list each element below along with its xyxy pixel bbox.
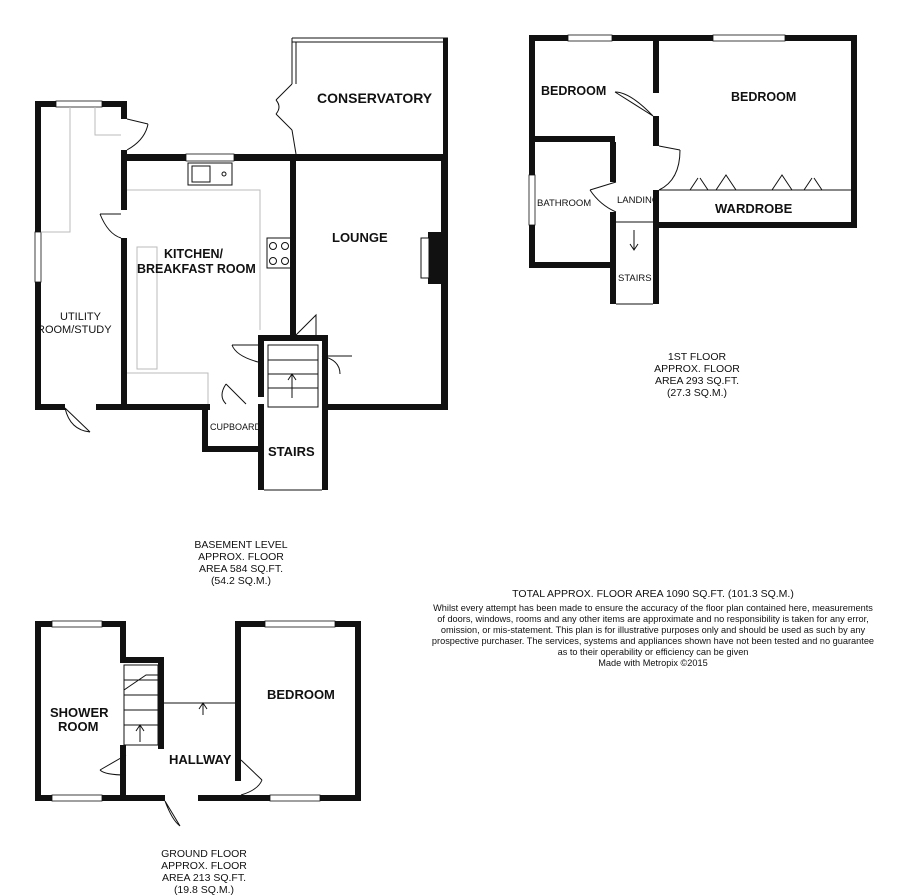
first-floor-area-line: AREA 293 SQ.FT.	[654, 375, 740, 387]
disclaimer-line: of doors, windows, rooms and any other items are approximate and no responsibility is taken for any error,	[437, 614, 869, 624]
first-floor-bedroom-large-label: BEDROOM	[731, 90, 797, 104]
hallway-label: HALLWAY	[169, 752, 232, 767]
wardrobe-label: WARDROBE	[715, 201, 793, 216]
disclaimer-line: prospective purchaser. The services, systems and appliances shown have not been tested and no guarantee	[431, 636, 875, 646]
ground-floor-area-line: AREA 213 SQ.FT.	[161, 872, 247, 884]
first-floor-area-line: 1ST FLOOR	[667, 351, 727, 363]
kitchen-label-line2: BREAKFAST ROOM	[137, 262, 256, 276]
disclaimer-line: as to their operability or efficiency can be given	[557, 647, 749, 657]
basement-stairs-label: STAIRS	[268, 444, 315, 459]
basement-area-line: APPROX. FLOOR	[198, 551, 284, 563]
first-floor-area-line: APPROX. FLOOR	[654, 363, 740, 375]
lounge-label: LOUNGE	[332, 230, 388, 245]
total-area-and-disclaimer	[432, 588, 874, 668]
shower-room-label-line2: ROOM	[58, 719, 99, 734]
disclaimer-line: Whilst every attempt has been made to ensure the accuracy of the floor plan contained here, measurements	[433, 603, 873, 613]
kitchen-label-line1: KITCHEN/	[164, 247, 224, 261]
ground-floor-area-block	[161, 848, 247, 896]
basement-area-line: (54.2 SQ.M.)	[210, 575, 272, 587]
bathroom-label: BATHROOM	[537, 198, 592, 209]
first-floor-bedroom-small-label: BEDROOM	[541, 84, 607, 98]
utility-label-line2: ROOM/STUDY	[37, 324, 112, 336]
ground-floor-bedroom-label: BEDROOM	[267, 687, 335, 702]
cupboard-label: CUPBOARD	[210, 422, 262, 432]
ground-floor-plan	[35, 621, 361, 826]
basement-area-line: BASEMENT LEVEL	[194, 539, 288, 551]
basement-area-block	[194, 539, 287, 587]
first-floor-area-block	[654, 351, 740, 399]
conservatory-label: CONSERVATORY	[317, 90, 433, 106]
basement-area-line: AREA 584 SQ.FT.	[198, 563, 284, 575]
first-floor-plan	[529, 35, 857, 304]
disclaimer-line: Made with Metropix ©2015	[598, 658, 708, 668]
basement-level-plan	[35, 38, 448, 490]
total-area-text: TOTAL APPROX. FLOOR AREA 1090 SQ.FT. (101.3 SQ.M.)	[512, 588, 794, 600]
ground-floor-area-line: APPROX. FLOOR	[161, 860, 247, 872]
disclaimer-line: omission, or mis-statement. This plan is for illustrative purposes only and should be used as such by any	[440, 625, 866, 635]
first-floor-stairs-label: STAIRS	[618, 273, 652, 284]
utility-label-line1: UTILITY	[60, 311, 101, 323]
first-floor-area-line: (27.3 SQ.M.)	[666, 387, 728, 399]
shower-room-label-line1: SHOWER	[50, 705, 109, 720]
ground-floor-area-line: (19.8 SQ.M.)	[173, 884, 235, 896]
ground-floor-area-line: GROUND FLOOR	[161, 848, 247, 860]
landing-label: LANDING	[617, 195, 660, 206]
